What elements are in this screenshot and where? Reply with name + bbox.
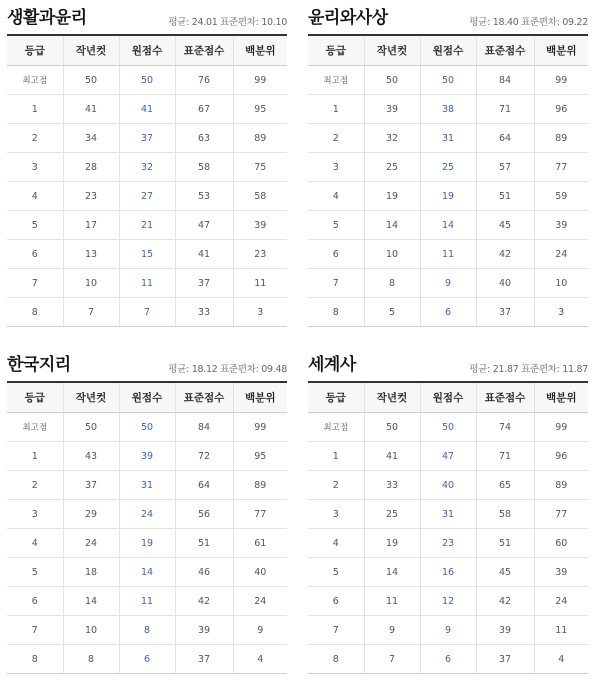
table-row — [7, 413, 287, 442]
cell-last-year-cut: 9 — [364, 616, 420, 645]
cell-standard-score: 74 — [476, 413, 534, 442]
cell-standard-score: 37 — [476, 298, 534, 327]
cell-standard-score: 39 — [175, 616, 233, 645]
cell-last-year-cut: 17 — [63, 211, 119, 240]
table-row — [7, 153, 287, 182]
table-header-row — [308, 35, 588, 66]
cell-standard-score: 51 — [476, 529, 534, 558]
cell-last-year-cut: 18 — [63, 558, 119, 587]
cell-last-year-cut: 41 — [63, 95, 119, 124]
panel-header — [7, 353, 287, 381]
cell-raw-score: 38 — [420, 95, 476, 124]
cell-percentile: 24 — [534, 240, 588, 269]
cell-grade: 2 — [7, 471, 63, 500]
table-row — [308, 616, 588, 645]
column-header-standard-score: 표준점수 — [175, 35, 233, 66]
cell-last-year-cut: 33 — [364, 471, 420, 500]
cell-last-year-cut: 32 — [364, 124, 420, 153]
cell-standard-score: 42 — [175, 587, 233, 616]
cell-percentile: 77 — [534, 500, 588, 529]
cell-percentile: 77 — [233, 500, 287, 529]
subject-stats: 평균: 18.12 표준편차: 09.48 — [168, 364, 287, 375]
cell-standard-score: 33 — [175, 298, 233, 327]
table-header-row — [7, 382, 287, 413]
cell-last-year-cut: 13 — [63, 240, 119, 269]
cell-grade: 3 — [7, 500, 63, 529]
cell-raw-score: 39 — [119, 442, 175, 471]
cell-grade: 1 — [308, 95, 364, 124]
table-row — [308, 645, 588, 674]
cell-percentile: 61 — [233, 529, 287, 558]
column-header-grade: 등급 — [7, 35, 63, 66]
table-row — [7, 442, 287, 471]
table-row — [308, 413, 588, 442]
column-header-last-year-cut: 작년컷 — [63, 382, 119, 413]
cell-raw-score: 14 — [119, 558, 175, 587]
cell-raw-score: 40 — [420, 471, 476, 500]
cell-grade: 7 — [7, 616, 63, 645]
cell-last-year-cut: 10 — [364, 240, 420, 269]
column-header-raw-score: 원점수 — [119, 35, 175, 66]
subject-title: 세계사 — [308, 355, 356, 375]
column-header-last-year-cut: 작년컷 — [63, 35, 119, 66]
cell-standard-score: 51 — [476, 182, 534, 211]
cell-raw-score: 32 — [119, 153, 175, 182]
table-row — [7, 645, 287, 674]
cell-raw-score: 9 — [420, 616, 476, 645]
cell-grade: 5 — [7, 211, 63, 240]
cell-percentile: 89 — [233, 124, 287, 153]
cell-percentile: 58 — [233, 182, 287, 211]
cell-raw-score: 6 — [119, 645, 175, 674]
cell-raw-score: 19 — [119, 529, 175, 558]
column-header-grade: 등급 — [308, 35, 364, 66]
table-row — [308, 500, 588, 529]
cell-standard-score: 41 — [175, 240, 233, 269]
cell-percentile: 96 — [534, 95, 588, 124]
cell-standard-score: 58 — [175, 153, 233, 182]
cell-standard-score: 76 — [175, 66, 233, 95]
column-header-standard-score: 표준점수 — [476, 382, 534, 413]
cell-percentile: 40 — [233, 558, 287, 587]
cell-percentile: 9 — [233, 616, 287, 645]
cell-raw-score: 31 — [420, 500, 476, 529]
subject-stats: 평균: 21.87 표준편차: 11.87 — [469, 364, 588, 375]
cell-grade: 3 — [308, 153, 364, 182]
table-row — [7, 558, 287, 587]
cell-grade: 7 — [308, 269, 364, 298]
cell-last-year-cut: 25 — [364, 153, 420, 182]
subject-panel — [7, 353, 287, 674]
cell-raw-score: 14 — [420, 211, 476, 240]
cell-percentile: 24 — [534, 587, 588, 616]
cell-last-year-cut: 25 — [364, 500, 420, 529]
cell-grade: 8 — [308, 298, 364, 327]
table-row — [308, 298, 588, 327]
cell-standard-score: 53 — [175, 182, 233, 211]
cell-grade: 1 — [7, 442, 63, 471]
cell-standard-score: 40 — [476, 269, 534, 298]
cell-raw-score: 15 — [119, 240, 175, 269]
panel-header — [308, 6, 588, 34]
column-header-raw-score: 원점수 — [420, 382, 476, 413]
cell-raw-score: 50 — [119, 413, 175, 442]
cell-last-year-cut: 19 — [364, 182, 420, 211]
cell-percentile: 60 — [534, 529, 588, 558]
cell-last-year-cut: 37 — [63, 471, 119, 500]
cell-last-year-cut: 14 — [364, 211, 420, 240]
subject-title: 한국지리 — [7, 355, 71, 375]
cell-last-year-cut: 34 — [63, 124, 119, 153]
cell-standard-score: 42 — [476, 587, 534, 616]
cell-raw-score: 23 — [420, 529, 476, 558]
cell-standard-score: 65 — [476, 471, 534, 500]
cell-grade: 1 — [308, 442, 364, 471]
cell-percentile: 39 — [534, 211, 588, 240]
cell-percentile: 77 — [534, 153, 588, 182]
cell-percentile: 23 — [233, 240, 287, 269]
cell-grade: 4 — [308, 529, 364, 558]
cell-grade: 5 — [308, 211, 364, 240]
cell-last-year-cut: 23 — [63, 182, 119, 211]
cell-standard-score: 47 — [175, 211, 233, 240]
table-row — [308, 587, 588, 616]
cell-percentile: 95 — [233, 442, 287, 471]
cell-grade: 8 — [7, 298, 63, 327]
table-row — [7, 471, 287, 500]
column-header-percentile: 백분위 — [534, 382, 588, 413]
cell-standard-score: 67 — [175, 95, 233, 124]
table-row — [7, 124, 287, 153]
cell-standard-score: 42 — [476, 240, 534, 269]
table-row — [7, 240, 287, 269]
cell-percentile: 89 — [534, 471, 588, 500]
cell-grade: 2 — [308, 471, 364, 500]
cell-grade: 3 — [308, 500, 364, 529]
cell-percentile: 11 — [233, 269, 287, 298]
cell-last-year-cut: 14 — [63, 587, 119, 616]
cell-raw-score: 27 — [119, 182, 175, 211]
score-table — [7, 381, 287, 674]
cell-percentile: 99 — [233, 66, 287, 95]
column-header-grade: 등급 — [308, 382, 364, 413]
cell-last-year-cut: 43 — [63, 442, 119, 471]
cell-raw-score: 41 — [119, 95, 175, 124]
cell-raw-score: 50 — [119, 66, 175, 95]
cell-standard-score: 46 — [175, 558, 233, 587]
cell-grade: 6 — [308, 240, 364, 269]
cell-last-year-cut: 50 — [364, 413, 420, 442]
cell-percentile: 3 — [233, 298, 287, 327]
column-header-standard-score: 표준점수 — [175, 382, 233, 413]
cell-grade: 4 — [7, 182, 63, 211]
subject-panel — [308, 6, 588, 327]
cell-percentile: 89 — [233, 471, 287, 500]
cell-last-year-cut: 50 — [364, 66, 420, 95]
cell-percentile: 99 — [534, 66, 588, 95]
cell-standard-score: 51 — [175, 529, 233, 558]
cell-standard-score: 63 — [175, 124, 233, 153]
cell-raw-score: 31 — [119, 471, 175, 500]
cell-last-year-cut: 50 — [63, 413, 119, 442]
score-table — [7, 34, 287, 327]
table-header-row — [308, 382, 588, 413]
cell-percentile: 11 — [534, 616, 588, 645]
cell-last-year-cut: 24 — [63, 529, 119, 558]
cell-raw-score: 6 — [420, 298, 476, 327]
cell-raw-score: 19 — [420, 182, 476, 211]
panel-header — [308, 353, 588, 381]
cell-last-year-cut: 11 — [364, 587, 420, 616]
cell-standard-score: 45 — [476, 211, 534, 240]
cell-raw-score: 11 — [420, 240, 476, 269]
cell-standard-score: 57 — [476, 153, 534, 182]
panel-header — [7, 6, 287, 34]
cell-raw-score: 7 — [119, 298, 175, 327]
column-header-percentile: 백분위 — [233, 382, 287, 413]
cell-raw-score: 16 — [420, 558, 476, 587]
cell-raw-score: 11 — [119, 269, 175, 298]
cell-grade: 2 — [7, 124, 63, 153]
cell-last-year-cut: 39 — [364, 95, 420, 124]
table-row — [308, 558, 588, 587]
cell-grade: 6 — [7, 240, 63, 269]
cell-percentile: 4 — [233, 645, 287, 674]
table-row — [7, 500, 287, 529]
cell-raw-score: 31 — [420, 124, 476, 153]
table-row — [7, 95, 287, 124]
column-header-raw-score: 원점수 — [420, 35, 476, 66]
cell-percentile: 95 — [233, 95, 287, 124]
subject-stats: 평균: 24.01 표준편차: 10.10 — [168, 17, 287, 28]
table-row — [308, 182, 588, 211]
table-row — [7, 211, 287, 240]
cell-last-year-cut: 10 — [63, 269, 119, 298]
cell-raw-score: 11 — [119, 587, 175, 616]
column-header-percentile: 백분위 — [534, 35, 588, 66]
score-table — [308, 34, 588, 327]
cell-percentile: 75 — [233, 153, 287, 182]
table-row — [308, 124, 588, 153]
subject-panel — [308, 353, 588, 674]
cell-percentile: 99 — [534, 413, 588, 442]
table-row — [308, 269, 588, 298]
table-row — [7, 269, 287, 298]
column-header-last-year-cut: 작년컷 — [364, 382, 420, 413]
cell-standard-score: 39 — [476, 616, 534, 645]
cell-percentile: 3 — [534, 298, 588, 327]
table-row — [7, 616, 287, 645]
column-header-standard-score: 표준점수 — [476, 35, 534, 66]
cell-percentile: 4 — [534, 645, 588, 674]
cell-last-year-cut: 7 — [364, 645, 420, 674]
cell-raw-score: 12 — [420, 587, 476, 616]
column-header-last-year-cut: 작년컷 — [364, 35, 420, 66]
cell-percentile: 59 — [534, 182, 588, 211]
cell-last-year-cut: 41 — [364, 442, 420, 471]
cell-percentile: 89 — [534, 124, 588, 153]
cell-grade: 8 — [7, 645, 63, 674]
cell-percentile: 99 — [233, 413, 287, 442]
cell-standard-score: 37 — [476, 645, 534, 674]
cell-standard-score: 56 — [175, 500, 233, 529]
cell-percentile: 96 — [534, 442, 588, 471]
cell-grade: 3 — [7, 153, 63, 182]
cell-standard-score: 45 — [476, 558, 534, 587]
cell-standard-score: 71 — [476, 442, 534, 471]
cell-raw-score: 21 — [119, 211, 175, 240]
subject-panel — [7, 6, 287, 327]
cell-standard-score: 37 — [175, 645, 233, 674]
table-row — [7, 182, 287, 211]
cell-standard-score: 58 — [476, 500, 534, 529]
table-row — [308, 471, 588, 500]
cell-grade: 최고점 — [7, 66, 63, 95]
cell-last-year-cut: 50 — [63, 66, 119, 95]
cell-last-year-cut: 28 — [63, 153, 119, 182]
cell-percentile: 24 — [233, 587, 287, 616]
cell-last-year-cut: 5 — [364, 298, 420, 327]
cell-grade: 7 — [7, 269, 63, 298]
table-row — [7, 587, 287, 616]
cell-grade: 7 — [308, 616, 364, 645]
table-row — [308, 240, 588, 269]
subject-stats: 평균: 18.40 표준편차: 09.22 — [469, 17, 588, 28]
cell-raw-score: 24 — [119, 500, 175, 529]
table-row — [308, 95, 588, 124]
cell-standard-score: 37 — [175, 269, 233, 298]
cell-standard-score: 64 — [476, 124, 534, 153]
cell-last-year-cut: 7 — [63, 298, 119, 327]
cell-grade: 2 — [308, 124, 364, 153]
cell-raw-score: 6 — [420, 645, 476, 674]
table-row — [308, 66, 588, 95]
table-row — [308, 529, 588, 558]
table-row — [7, 298, 287, 327]
cell-raw-score: 50 — [420, 66, 476, 95]
cell-grade: 최고점 — [308, 66, 364, 95]
cell-raw-score: 50 — [420, 413, 476, 442]
table-header-row — [7, 35, 287, 66]
cell-standard-score: 64 — [175, 471, 233, 500]
cell-grade: 6 — [308, 587, 364, 616]
subject-title: 윤리와사상 — [308, 8, 388, 28]
cell-grade: 5 — [7, 558, 63, 587]
cell-percentile: 10 — [534, 269, 588, 298]
cell-last-year-cut: 10 — [63, 616, 119, 645]
cell-last-year-cut: 8 — [63, 645, 119, 674]
table-row — [308, 211, 588, 240]
table-row — [7, 66, 287, 95]
column-header-raw-score: 원점수 — [119, 382, 175, 413]
cell-last-year-cut: 29 — [63, 500, 119, 529]
cell-standard-score: 84 — [476, 66, 534, 95]
cell-raw-score: 25 — [420, 153, 476, 182]
cell-grade: 6 — [7, 587, 63, 616]
cell-last-year-cut: 8 — [364, 269, 420, 298]
cell-last-year-cut: 14 — [364, 558, 420, 587]
cell-grade: 최고점 — [7, 413, 63, 442]
cell-last-year-cut: 19 — [364, 529, 420, 558]
subject-title: 생활과윤리 — [7, 8, 87, 28]
cell-grade: 8 — [308, 645, 364, 674]
cell-grade: 4 — [308, 182, 364, 211]
cell-standard-score: 71 — [476, 95, 534, 124]
cell-raw-score: 47 — [420, 442, 476, 471]
cell-grade: 1 — [7, 95, 63, 124]
table-row — [308, 153, 588, 182]
cell-standard-score: 84 — [175, 413, 233, 442]
cell-percentile: 39 — [233, 211, 287, 240]
cell-grade: 최고점 — [308, 413, 364, 442]
cell-percentile: 39 — [534, 558, 588, 587]
table-row — [308, 442, 588, 471]
cell-grade: 5 — [308, 558, 364, 587]
cell-raw-score: 9 — [420, 269, 476, 298]
cell-grade: 4 — [7, 529, 63, 558]
cell-raw-score: 37 — [119, 124, 175, 153]
column-header-grade: 등급 — [7, 382, 63, 413]
cell-standard-score: 72 — [175, 442, 233, 471]
cell-raw-score: 8 — [119, 616, 175, 645]
table-row — [7, 529, 287, 558]
score-table — [308, 381, 588, 674]
column-header-percentile: 백분위 — [233, 35, 287, 66]
